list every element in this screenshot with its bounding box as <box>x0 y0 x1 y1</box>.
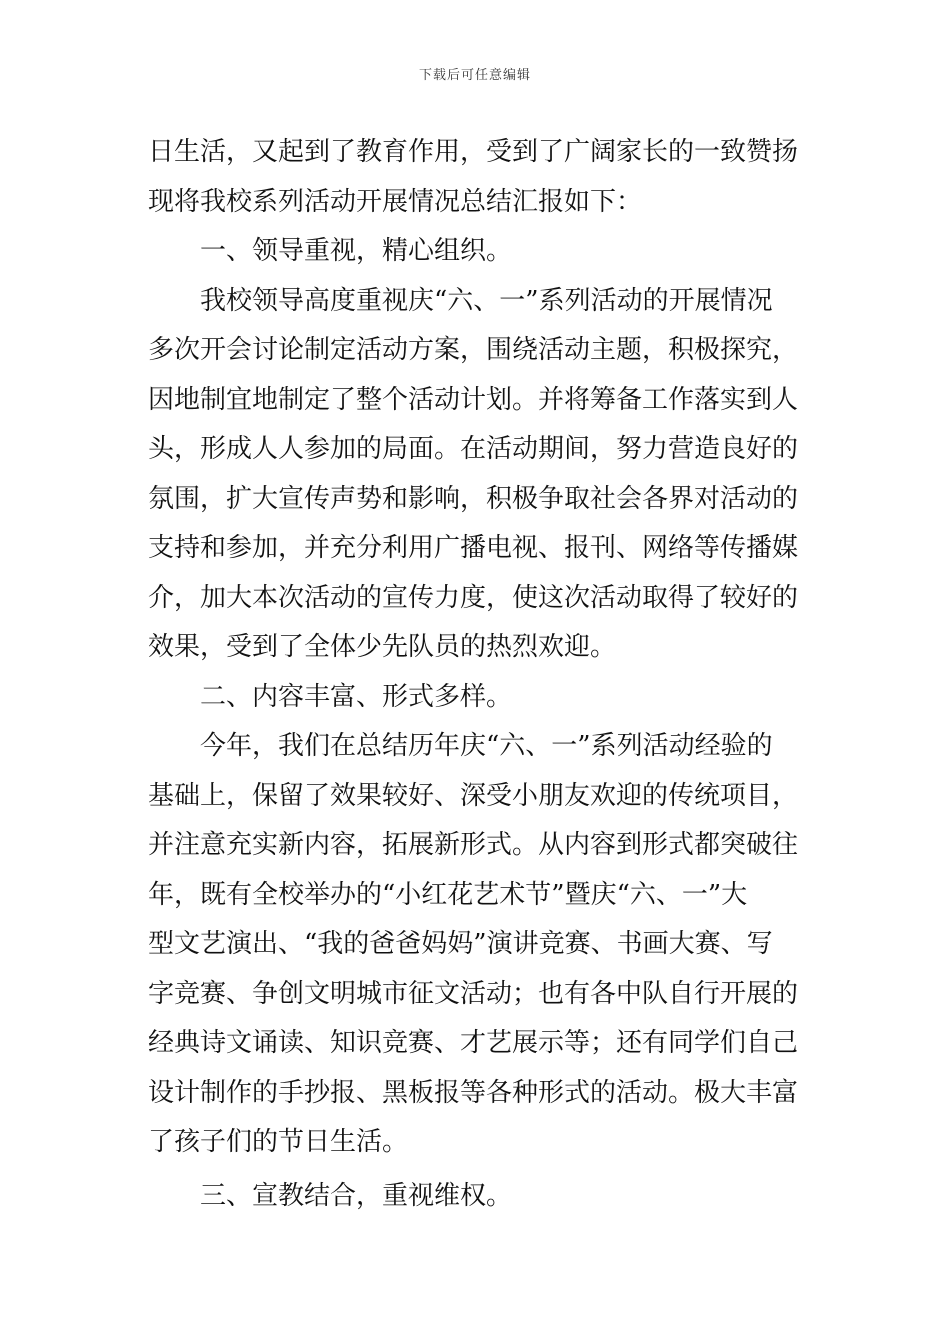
paragraph-line: 了孩子们的节日生活。 <box>148 1127 409 1157</box>
page-header: 下载后可任意编辑 <box>418 68 531 83</box>
paragraph-line: 型文艺演出、“我的爸爸妈妈”演讲竞赛、书画大赛、写 <box>148 929 773 959</box>
paragraph-line: 支持和参加，并充分利用广播电视、报刊、网络等传播媒 <box>148 533 799 563</box>
paragraph-line: 介，加大本次活动的宣传力度，使这次活动取得了较好的 <box>148 582 799 613</box>
paragraph-line: 氛围，扩大宣传声势和影响，积极争取社会各界对活动的 <box>148 483 799 514</box>
paragraph-line: 年，既有全校举办的“小红花艺术节”暨庆“六、一”大 <box>148 879 748 910</box>
section-heading-1: 一、领导重视，精心组织。 <box>200 236 513 266</box>
paragraph-line: 今年，我们在总结历年庆“六、一”系列活动经验的 <box>200 731 773 761</box>
paragraph-line: 头，形成人人参加的局面。在活动期间，努力营造良好的 <box>148 434 799 464</box>
paragraph-line: 设计制作的手抄报、黑板报等各种形式的活动。极大丰富 <box>148 1077 799 1108</box>
section-heading-3: 三、宣教结合，重视维权。 <box>200 1180 513 1211</box>
paragraph-line: 我校领导高度重视庆“六、一”系列活动的开展情况 <box>200 285 773 316</box>
paragraph-line: 日生活，又起到了教育作用，受到了广阔家长的一致赞扬 <box>148 137 799 167</box>
document-body <box>148 128 808 1221</box>
paragraph-line: 因地制宜地制定了整个活动计划。并将筹备工作落实到人 <box>148 384 799 415</box>
paragraph-line: 现将我校系列活动开展情况总结汇报如下： <box>148 186 643 217</box>
paragraph-line: 多次开会讨论制定活动方案，围绕活动主题，积极探究， <box>148 335 799 365</box>
paragraph-line: 并注意充实新内容，拓展新形式。从内容到形式都突破往 <box>148 830 799 860</box>
paragraph-line: 字竞赛、争创文明城市征文活动；也有各中队自行开展的 <box>148 978 799 1009</box>
paragraph-line: 经典诗文诵读、知识竞赛、才艺展示等；还有同学们自己 <box>148 1028 799 1058</box>
paragraph-line: 基础上，保留了效果较好、深受小朋友欢迎的传统项目， <box>148 780 799 811</box>
paragraph-line: 效果，受到了全体少先队员的热烈欢迎。 <box>148 632 617 662</box>
section-heading-2: 二、内容丰富、形式多样。 <box>200 681 513 712</box>
